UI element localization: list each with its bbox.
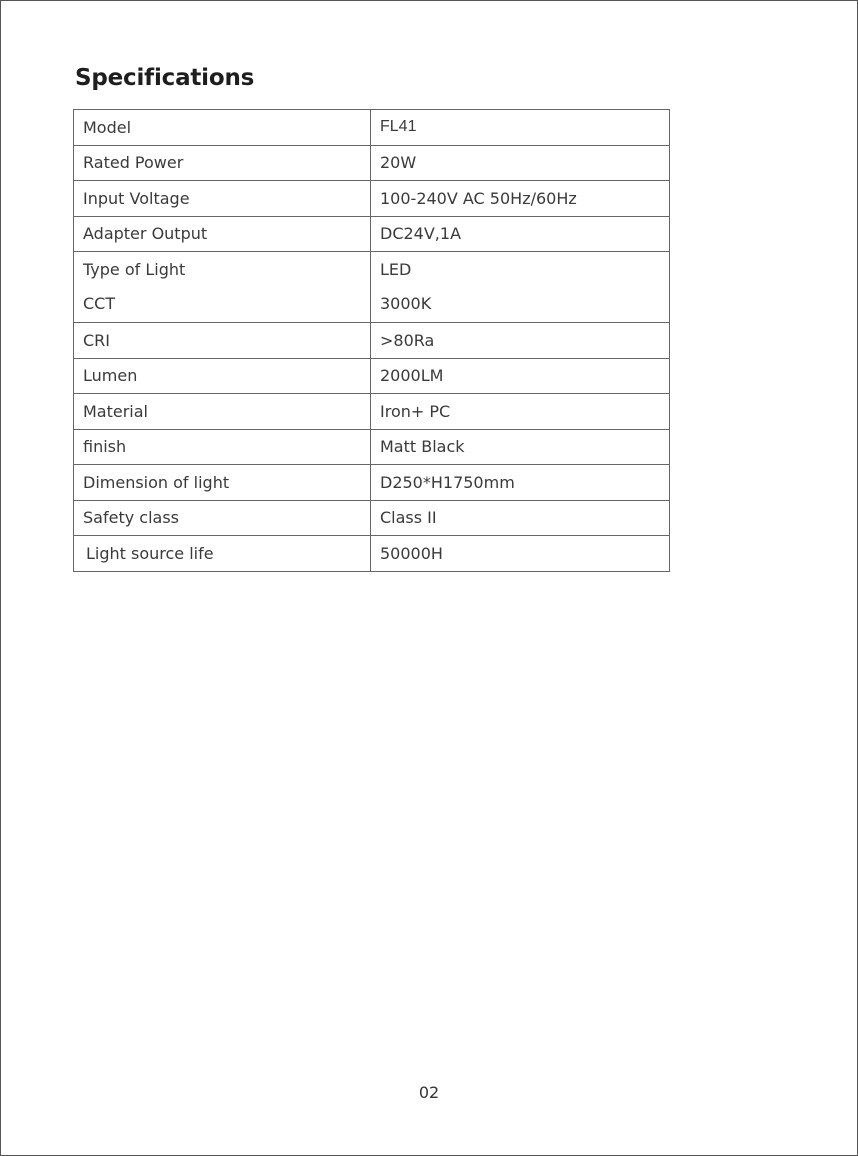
spec-value: 2000LM bbox=[371, 358, 670, 394]
table-row bbox=[74, 216, 670, 252]
spec-value: 100-240V AC 50Hz/60Hz bbox=[371, 181, 670, 217]
spec-label: Adapter Output bbox=[74, 216, 371, 252]
spec-label: Rated Power bbox=[74, 145, 371, 181]
table-row bbox=[74, 252, 670, 323]
spec-value: Iron+ PC bbox=[371, 394, 670, 430]
spec-value: 3000K bbox=[380, 294, 432, 313]
table-row bbox=[74, 110, 670, 146]
spec-label: CCT bbox=[83, 294, 116, 313]
spec-value: FL41 bbox=[371, 110, 670, 146]
table-row bbox=[74, 323, 670, 359]
spec-label-text: Light source life bbox=[86, 543, 214, 563]
spec-value: Class II bbox=[371, 500, 670, 536]
page-number: 02 bbox=[418, 1083, 440, 1102]
spec-value: Matt Black bbox=[371, 429, 670, 465]
spec-value: >80Ra bbox=[371, 323, 670, 359]
spec-value: 20W bbox=[371, 145, 670, 181]
spec-value: DC24V,1A bbox=[371, 216, 670, 252]
spec-label: Lumen bbox=[74, 358, 371, 394]
table-row bbox=[74, 429, 670, 465]
table-row bbox=[74, 145, 670, 181]
table-row bbox=[74, 181, 670, 217]
spec-label: finish bbox=[74, 429, 371, 465]
spec-label: Safety class bbox=[74, 500, 371, 536]
spec-value: D250*H1750mm bbox=[371, 465, 670, 501]
table-row bbox=[74, 465, 670, 501]
spec-label: Type of Light bbox=[83, 260, 186, 279]
table-row bbox=[74, 500, 670, 536]
spec-label-cell bbox=[74, 252, 371, 323]
page-title: Specifications bbox=[75, 65, 255, 91]
spec-label: Model bbox=[74, 110, 371, 146]
specifications-table bbox=[73, 109, 670, 572]
spec-label bbox=[74, 536, 371, 572]
spec-label: Material bbox=[74, 394, 371, 430]
spec-label: Input Voltage bbox=[74, 181, 371, 217]
table-row bbox=[74, 394, 670, 430]
spec-label: Dimension of light bbox=[74, 465, 371, 501]
spec-value: 50000H bbox=[371, 536, 670, 572]
table-row bbox=[74, 358, 670, 394]
spec-value-cell bbox=[371, 252, 670, 323]
spec-label: CRI bbox=[74, 323, 371, 359]
spec-value: LED bbox=[380, 260, 412, 279]
table-row bbox=[74, 536, 670, 572]
